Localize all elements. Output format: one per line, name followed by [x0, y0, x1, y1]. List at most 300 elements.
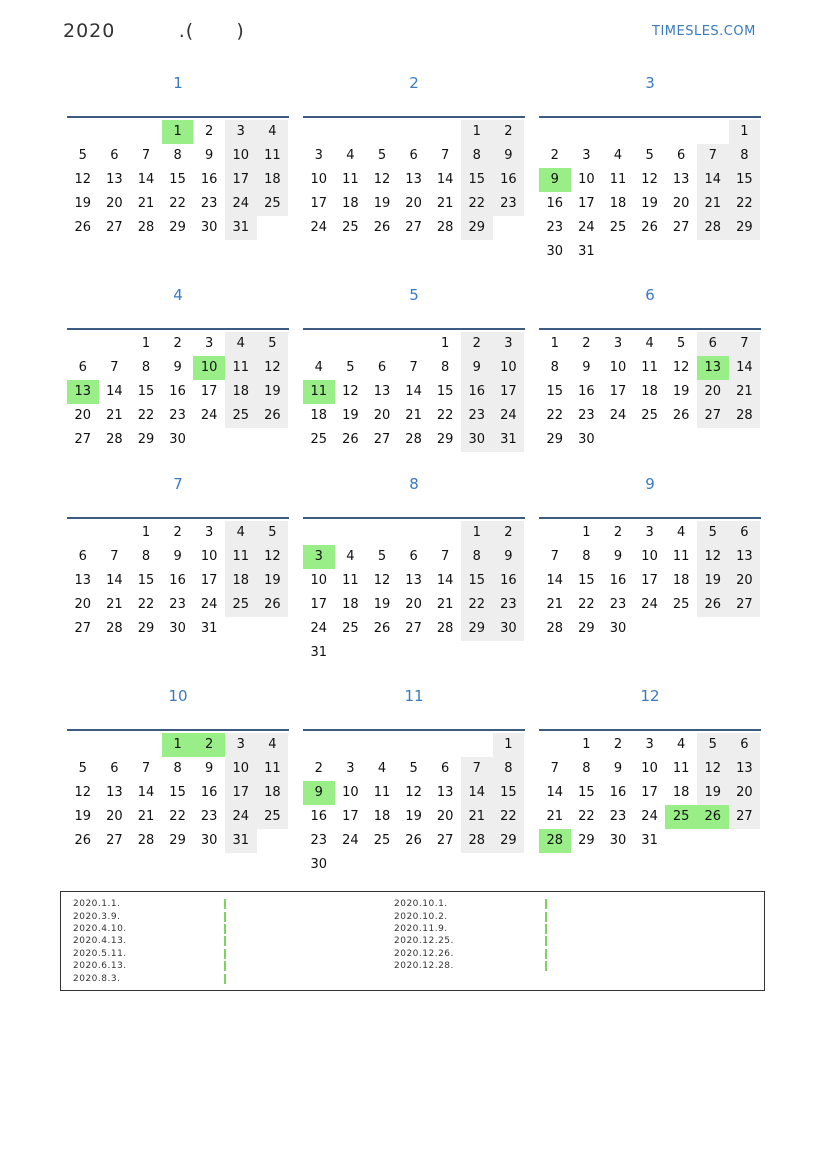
weekend-day[interactable]: 18: [225, 380, 257, 404]
day[interactable]: 17: [310, 597, 328, 612]
weekend-day[interactable]: 3: [225, 733, 257, 757]
day[interactable]: 27: [106, 220, 123, 235]
day[interactable]: 26: [373, 220, 391, 235]
day[interactable]: 28: [106, 432, 123, 447]
day[interactable]: 8: [173, 761, 182, 776]
day[interactable]: 19: [342, 408, 359, 423]
weekend-day[interactable]: 14: [461, 781, 493, 805]
day[interactable]: 1: [582, 525, 591, 540]
day[interactable]: 14: [546, 785, 564, 800]
day[interactable]: 29: [546, 432, 564, 447]
day[interactable]: 15: [169, 785, 186, 800]
day[interactable]: 11: [609, 172, 627, 187]
day[interactable]: 10: [342, 785, 359, 800]
day[interactable]: 9: [205, 148, 214, 163]
weekend-day[interactable]: 12: [697, 757, 729, 781]
day[interactable]: 8: [141, 549, 151, 564]
day[interactable]: 2: [582, 336, 591, 351]
weekend-day[interactable]: 31: [225, 216, 257, 240]
day[interactable]: 11: [641, 360, 658, 375]
weekend-day[interactable]: 15: [493, 781, 525, 805]
weekend-day[interactable]: 29: [729, 216, 761, 240]
weekend-day[interactable]: 10: [225, 757, 257, 781]
day[interactable]: 24: [200, 408, 218, 423]
weekend-day[interactable]: 20: [697, 380, 729, 404]
day[interactable]: 17: [641, 573, 658, 588]
weekend-day[interactable]: 8: [729, 144, 761, 168]
weekend-day[interactable]: 1: [461, 120, 493, 144]
day[interactable]: 1: [141, 525, 151, 540]
weekend-day[interactable]: 12: [697, 545, 729, 569]
day[interactable]: 22: [578, 809, 595, 824]
day[interactable]: 9: [613, 761, 623, 776]
day[interactable]: 25: [609, 220, 627, 235]
holiday-day[interactable]: 9: [539, 168, 571, 192]
day[interactable]: 29: [169, 833, 186, 848]
day[interactable]: 18: [672, 785, 690, 800]
weekend-day[interactable]: 4: [225, 521, 257, 545]
day[interactable]: 15: [169, 172, 186, 187]
weekend-day[interactable]: 14: [697, 168, 729, 192]
day[interactable]: 26: [74, 833, 92, 848]
weekend-day[interactable]: 15: [461, 569, 493, 593]
weekend-day[interactable]: 19: [257, 380, 289, 404]
day[interactable]: 29: [578, 621, 595, 636]
day[interactable]: 21: [546, 597, 564, 612]
day[interactable]: 4: [346, 549, 355, 564]
day[interactable]: 24: [609, 408, 627, 423]
day[interactable]: 21: [436, 597, 454, 612]
day[interactable]: 21: [405, 408, 422, 423]
day[interactable]: 27: [405, 220, 422, 235]
weekend-day[interactable]: 2: [493, 120, 525, 144]
day[interactable]: 5: [78, 148, 87, 163]
day[interactable]: 13: [106, 785, 123, 800]
weekend-day[interactable]: 3: [225, 120, 257, 144]
day[interactable]: 25: [342, 220, 359, 235]
day[interactable]: 29: [169, 220, 186, 235]
weekend-day[interactable]: 1: [493, 733, 525, 757]
day[interactable]: 19: [74, 196, 92, 211]
day[interactable]: 11: [672, 549, 690, 564]
holiday-day[interactable]: 1: [162, 733, 194, 757]
weekend-day[interactable]: 23: [493, 192, 525, 216]
day[interactable]: 13: [373, 384, 391, 399]
day[interactable]: 25: [373, 833, 391, 848]
day[interactable]: 20: [405, 597, 422, 612]
day[interactable]: 6: [78, 360, 87, 375]
day[interactable]: 14: [436, 573, 454, 588]
weekend-day[interactable]: 1: [461, 521, 493, 545]
weekend-day[interactable]: 11: [225, 545, 257, 569]
day[interactable]: 23: [578, 408, 595, 423]
day[interactable]: 11: [373, 785, 391, 800]
day[interactable]: 17: [342, 809, 359, 824]
weekend-day[interactable]: 4: [257, 733, 289, 757]
day[interactable]: 21: [546, 809, 564, 824]
holiday-day[interactable]: 13: [67, 380, 99, 404]
day[interactable]: 19: [373, 597, 391, 612]
weekend-day[interactable]: 24: [493, 404, 525, 428]
day[interactable]: 12: [672, 360, 690, 375]
day[interactable]: 20: [672, 196, 690, 211]
day[interactable]: 18: [672, 573, 690, 588]
day[interactable]: 5: [78, 761, 87, 776]
day[interactable]: 3: [205, 525, 214, 540]
day[interactable]: 18: [310, 408, 328, 423]
day[interactable]: 20: [436, 809, 454, 824]
day[interactable]: 3: [582, 148, 591, 163]
day[interactable]: 10: [578, 172, 595, 187]
day[interactable]: 20: [405, 196, 422, 211]
day[interactable]: 5: [645, 148, 654, 163]
weekend-day[interactable]: 6: [729, 733, 761, 757]
day[interactable]: 17: [641, 785, 658, 800]
day[interactable]: 5: [377, 549, 387, 564]
holiday-day[interactable]: 10: [193, 356, 225, 380]
day[interactable]: 30: [200, 220, 218, 235]
day[interactable]: 28: [436, 220, 454, 235]
day[interactable]: 2: [173, 336, 182, 351]
weekend-day[interactable]: 11: [257, 757, 289, 781]
day[interactable]: 14: [106, 384, 123, 399]
day[interactable]: 24: [342, 833, 359, 848]
weekend-day[interactable]: 5: [257, 332, 289, 356]
day[interactable]: 16: [200, 785, 218, 800]
weekend-day[interactable]: 25: [225, 404, 257, 428]
weekend-day[interactable]: 3: [493, 332, 525, 356]
day[interactable]: 6: [409, 549, 418, 564]
day[interactable]: 7: [441, 148, 450, 163]
day[interactable]: 22: [137, 597, 155, 612]
day[interactable]: 9: [205, 761, 214, 776]
day[interactable]: 3: [346, 761, 355, 776]
day[interactable]: 17: [200, 384, 218, 399]
weekend-day[interactable]: 25: [225, 593, 257, 617]
day[interactable]: 2: [613, 737, 623, 752]
day[interactable]: 28: [137, 220, 155, 235]
weekend-day[interactable]: 29: [493, 829, 525, 853]
weekend-day[interactable]: 26: [697, 593, 729, 617]
day[interactable]: 6: [110, 761, 119, 776]
day[interactable]: 8: [550, 360, 559, 375]
day[interactable]: 30: [609, 621, 627, 636]
day[interactable]: 16: [169, 384, 186, 399]
day[interactable]: 30: [200, 833, 218, 848]
day[interactable]: 3: [314, 148, 323, 163]
weekend-day[interactable]: 5: [697, 521, 729, 545]
day[interactable]: 30: [169, 432, 186, 447]
day[interactable]: 19: [405, 809, 422, 824]
day[interactable]: 8: [582, 549, 591, 564]
day[interactable]: 16: [578, 384, 595, 399]
day[interactable]: 20: [74, 597, 92, 612]
holiday-day[interactable]: 25: [665, 805, 697, 829]
day[interactable]: 12: [405, 785, 422, 800]
day[interactable]: 6: [377, 360, 387, 375]
day[interactable]: 16: [546, 196, 564, 211]
weekend-day[interactable]: 26: [257, 593, 289, 617]
weekend-day[interactable]: 7: [461, 757, 493, 781]
weekend-day[interactable]: 19: [697, 781, 729, 805]
day[interactable]: 23: [609, 809, 627, 824]
weekend-day[interactable]: 28: [697, 216, 729, 240]
day[interactable]: 5: [346, 360, 355, 375]
day[interactable]: 3: [613, 336, 623, 351]
weekend-day[interactable]: 20: [729, 781, 761, 805]
weekend-day[interactable]: 26: [257, 404, 289, 428]
day[interactable]: 26: [74, 220, 92, 235]
holiday-day[interactable]: 11: [303, 380, 335, 404]
day[interactable]: 19: [641, 196, 658, 211]
weekend-day[interactable]: 5: [257, 521, 289, 545]
weekend-day[interactable]: 12: [257, 545, 289, 569]
weekend-day[interactable]: 13: [729, 757, 761, 781]
weekend-day[interactable]: 17: [493, 380, 525, 404]
holiday-day[interactable]: 28: [539, 829, 571, 853]
weekend-day[interactable]: 29: [461, 617, 493, 641]
weekend-day[interactable]: 17: [225, 781, 257, 805]
day[interactable]: 27: [405, 621, 422, 636]
day[interactable]: 23: [546, 220, 564, 235]
day[interactable]: 1: [141, 336, 151, 351]
day[interactable]: 5: [377, 148, 387, 163]
day[interactable]: 30: [546, 244, 564, 259]
weekend-day[interactable]: 1: [729, 120, 761, 144]
day[interactable]: 13: [74, 573, 92, 588]
day[interactable]: 15: [436, 384, 454, 399]
day[interactable]: 17: [310, 196, 328, 211]
day[interactable]: 4: [377, 761, 387, 776]
day[interactable]: 11: [672, 761, 690, 776]
day[interactable]: 12: [74, 172, 92, 187]
weekend-day[interactable]: 15: [729, 168, 761, 192]
day[interactable]: 7: [141, 761, 151, 776]
day[interactable]: 29: [137, 621, 155, 636]
day[interactable]: 4: [645, 336, 654, 351]
day[interactable]: 17: [200, 573, 218, 588]
day[interactable]: 25: [641, 408, 658, 423]
day[interactable]: 7: [110, 549, 119, 564]
day[interactable]: 15: [137, 573, 155, 588]
weekend-day[interactable]: 28: [729, 404, 761, 428]
weekend-day[interactable]: 11: [225, 356, 257, 380]
day[interactable]: 8: [441, 360, 450, 375]
day[interactable]: 6: [409, 148, 418, 163]
weekend-day[interactable]: 19: [257, 569, 289, 593]
day[interactable]: 20: [373, 408, 391, 423]
day[interactable]: 23: [169, 408, 186, 423]
weekend-day[interactable]: 13: [729, 545, 761, 569]
day[interactable]: 22: [169, 809, 186, 824]
weekend-day[interactable]: 17: [225, 168, 257, 192]
holiday-day[interactable]: 26: [697, 805, 729, 829]
day[interactable]: 6: [110, 148, 119, 163]
day[interactable]: 12: [373, 573, 391, 588]
day[interactable]: 15: [578, 785, 595, 800]
day[interactable]: 13: [106, 172, 123, 187]
day[interactable]: 28: [405, 432, 422, 447]
weekend-day[interactable]: 18: [225, 569, 257, 593]
day[interactable]: 30: [310, 857, 328, 872]
day[interactable]: 9: [582, 360, 591, 375]
day[interactable]: 19: [373, 196, 391, 211]
day[interactable]: 31: [310, 645, 328, 660]
weekend-day[interactable]: 31: [493, 428, 525, 452]
day[interactable]: 24: [310, 621, 328, 636]
weekend-day[interactable]: 18: [257, 781, 289, 805]
weekend-day[interactable]: 9: [493, 545, 525, 569]
weekend-day[interactable]: 19: [697, 569, 729, 593]
day[interactable]: 23: [200, 809, 218, 824]
day[interactable]: 11: [342, 573, 359, 588]
weekend-day[interactable]: 10: [493, 356, 525, 380]
day[interactable]: 14: [405, 384, 422, 399]
day[interactable]: 20: [74, 408, 92, 423]
weekend-day[interactable]: 21: [697, 192, 729, 216]
weekend-day[interactable]: 22: [729, 192, 761, 216]
day[interactable]: 19: [672, 384, 690, 399]
day[interactable]: 29: [137, 432, 155, 447]
day[interactable]: 26: [342, 432, 359, 447]
day[interactable]: 29: [436, 432, 454, 447]
day[interactable]: 4: [346, 148, 355, 163]
day[interactable]: 10: [310, 172, 328, 187]
day[interactable]: 10: [641, 549, 658, 564]
day[interactable]: 7: [110, 360, 119, 375]
weekend-day[interactable]: 15: [461, 168, 493, 192]
day[interactable]: 1: [441, 336, 450, 351]
day[interactable]: 31: [641, 833, 658, 848]
weekend-day[interactable]: 6: [729, 521, 761, 545]
holiday-day[interactable]: 2: [193, 733, 225, 757]
weekend-day[interactable]: 14: [729, 356, 761, 380]
day[interactable]: 2: [205, 124, 214, 139]
day[interactable]: 15: [546, 384, 564, 399]
weekend-day[interactable]: 4: [257, 120, 289, 144]
weekend-day[interactable]: 7: [697, 144, 729, 168]
day[interactable]: 9: [613, 549, 623, 564]
day[interactable]: 21: [106, 597, 123, 612]
day[interactable]: 13: [436, 785, 454, 800]
day[interactable]: 5: [409, 761, 418, 776]
day[interactable]: 4: [613, 148, 623, 163]
day[interactable]: 27: [672, 220, 690, 235]
day[interactable]: 8: [173, 148, 182, 163]
day[interactable]: 6: [441, 761, 450, 776]
day[interactable]: 26: [373, 621, 391, 636]
day[interactable]: 9: [173, 360, 182, 375]
weekend-day[interactable]: 30: [461, 428, 493, 452]
day[interactable]: 21: [436, 196, 454, 211]
day[interactable]: 4: [677, 525, 686, 540]
brand-logo[interactable]: TIMESLES.COM: [652, 24, 756, 39]
weekend-day[interactable]: 8: [461, 144, 493, 168]
day[interactable]: 14: [137, 785, 155, 800]
weekend-day[interactable]: 22: [461, 593, 493, 617]
day[interactable]: 27: [74, 621, 92, 636]
weekend-day[interactable]: 16: [461, 380, 493, 404]
holiday-day[interactable]: 9: [303, 781, 335, 805]
weekend-day[interactable]: 4: [225, 332, 257, 356]
weekend-day[interactable]: 9: [461, 356, 493, 380]
day[interactable]: 14: [436, 172, 454, 187]
day[interactable]: 9: [173, 549, 182, 564]
day[interactable]: 6: [78, 549, 87, 564]
day[interactable]: 28: [436, 621, 454, 636]
day[interactable]: 13: [405, 172, 422, 187]
day[interactable]: 2: [173, 525, 182, 540]
day[interactable]: 31: [200, 621, 218, 636]
weekend-day[interactable]: 23: [461, 404, 493, 428]
weekend-day[interactable]: 30: [493, 617, 525, 641]
day[interactable]: 30: [578, 432, 595, 447]
day[interactable]: 24: [310, 220, 328, 235]
day[interactable]: 23: [310, 833, 328, 848]
day[interactable]: 8: [141, 360, 151, 375]
day[interactable]: 18: [373, 809, 391, 824]
weekend-day[interactable]: 29: [461, 216, 493, 240]
day[interactable]: 20: [106, 809, 123, 824]
day[interactable]: 21: [137, 196, 155, 211]
weekend-day[interactable]: 22: [493, 805, 525, 829]
day[interactable]: 15: [578, 573, 595, 588]
holiday-day[interactable]: 1: [162, 120, 194, 144]
day[interactable]: 23: [200, 196, 218, 211]
day[interactable]: 22: [137, 408, 155, 423]
day[interactable]: 16: [609, 785, 627, 800]
day[interactable]: 22: [169, 196, 186, 211]
day[interactable]: 4: [677, 737, 686, 752]
weekend-day[interactable]: 6: [697, 332, 729, 356]
day[interactable]: 30: [609, 833, 627, 848]
weekend-day[interactable]: 2: [493, 521, 525, 545]
day[interactable]: 24: [200, 597, 218, 612]
day[interactable]: 27: [74, 432, 92, 447]
weekend-day[interactable]: 21: [729, 380, 761, 404]
day[interactable]: 1: [582, 737, 591, 752]
day[interactable]: 10: [641, 761, 658, 776]
day[interactable]: 3: [645, 525, 654, 540]
day[interactable]: 4: [314, 360, 323, 375]
day[interactable]: 19: [74, 809, 92, 824]
weekend-day[interactable]: 24: [225, 805, 257, 829]
day[interactable]: 28: [137, 833, 155, 848]
day[interactable]: 24: [641, 597, 658, 612]
day[interactable]: 16: [310, 809, 328, 824]
weekend-day[interactable]: 20: [729, 569, 761, 593]
day[interactable]: 21: [137, 809, 155, 824]
day[interactable]: 12: [373, 172, 391, 187]
day[interactable]: 25: [672, 597, 690, 612]
weekend-day[interactable]: 9: [493, 144, 525, 168]
day[interactable]: 13: [405, 573, 422, 588]
day[interactable]: 24: [578, 220, 595, 235]
day[interactable]: 12: [74, 785, 92, 800]
weekend-day[interactable]: 16: [493, 569, 525, 593]
day[interactable]: 1: [550, 336, 559, 351]
holiday-day[interactable]: 13: [697, 356, 729, 380]
weekend-day[interactable]: 2: [461, 332, 493, 356]
day[interactable]: 3: [205, 336, 214, 351]
day[interactable]: 7: [550, 549, 559, 564]
day[interactable]: 26: [405, 833, 422, 848]
weekend-day[interactable]: 27: [697, 404, 729, 428]
weekend-day[interactable]: 8: [493, 757, 525, 781]
day[interactable]: 18: [609, 196, 627, 211]
holiday-day[interactable]: 3: [303, 545, 335, 569]
day[interactable]: 15: [137, 384, 155, 399]
